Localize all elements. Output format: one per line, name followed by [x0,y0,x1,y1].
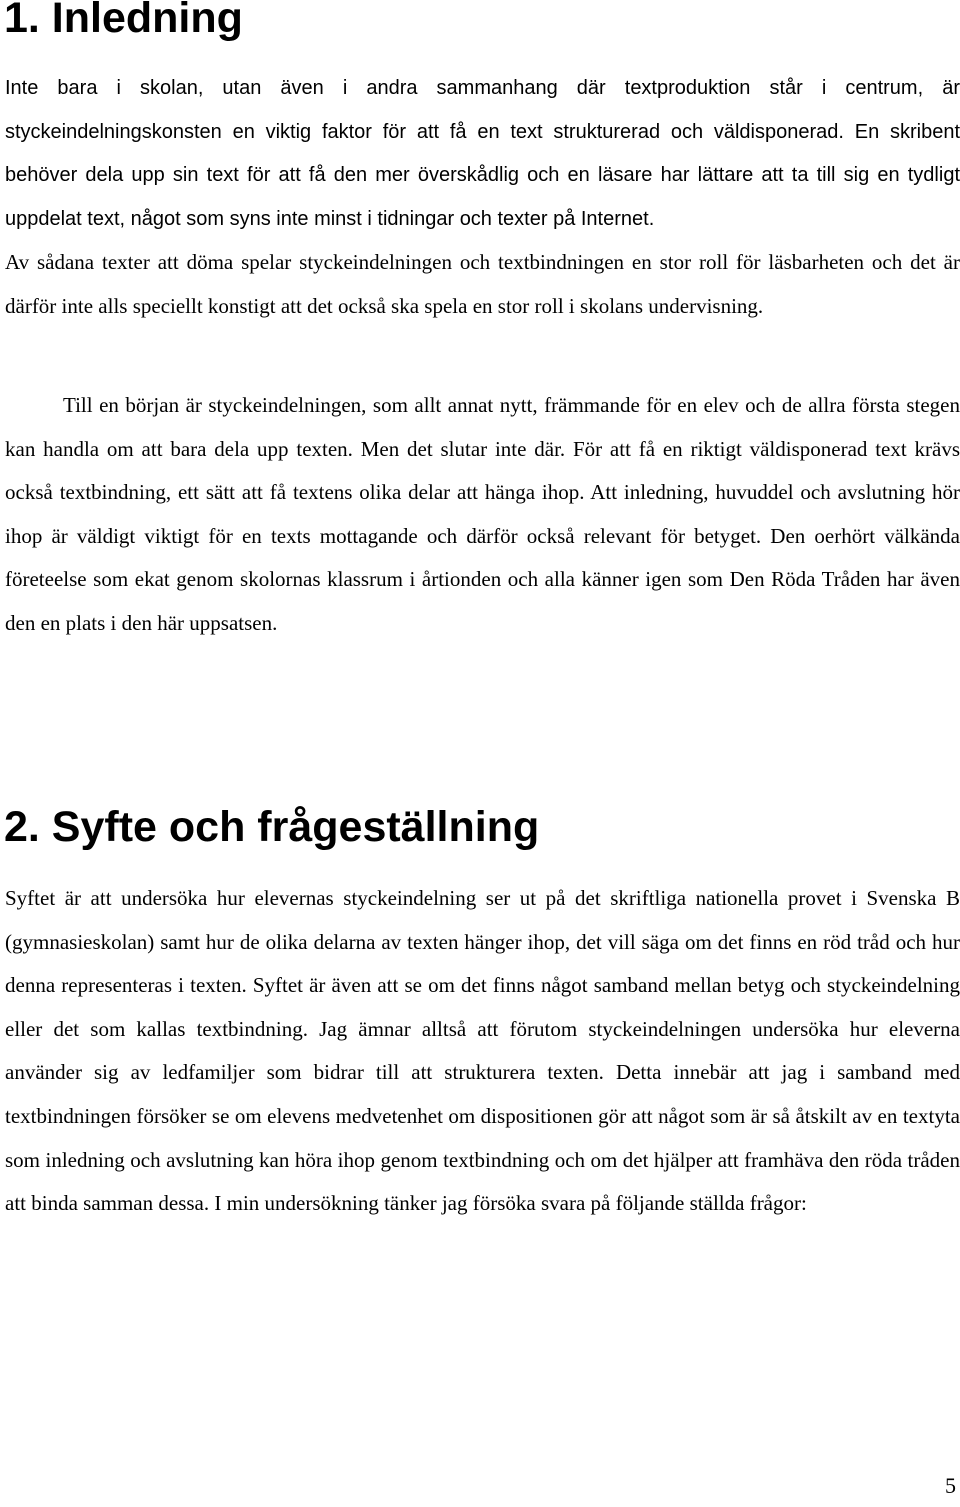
page-number: 5 [945,1473,956,1498]
section-heading-purpose: 2. Syfte och frågeställning [4,803,540,851]
introduction-paragraph-1: Inte bara i skolan, utan även i andra sammanhang där textproduktion står i centrum, är styckeindelningskonsten en viktig faktor för att få en text strukturerad och väldisponerad. En skribent behöver dela upp sin text för att få den mer överskådlig och en läsare har lättare att ta till sig en tydligt uppdelat text, något som syns inte minst i tidningar och texter på Internet. [5,77,960,230]
purpose-paragraph: Syftet är att undersöka hur elevernas styckeindelning ser ut på det skriftliga nationella provet i Svenska B (gymnasieskolan) samt hur de olika delarna av texten hänger ihop, det vill säga om det finns en röd tråd och hur denna representeras i texten. Syftet är även att se om det finns något samband mellan betyg och styckeindelning eller det som kallas textbindning. Jag ämnar alltså att förutom styckeindelningen undersöka hur eleverna använder sig av ledfamiljer som bidrar till att strukturera texten. Detta innebär att jag i samband med textbindningen försöker se om elevens medvetenhet om dispositionen gör att något som är så åtskilt av en textyta som inledning och avslutning kan höra ihop genom textbindning och om det hjälper att framhäva den röda tråden att binda samman dessa. I min undersökning tänker jag försöka svara på följande ställda frågor: [5,886,960,1216]
introduction-paragraph-1-continued: Av sådana texter att döma spelar styckeindelningen och textbindningen en stor roll för läsbarheten och det är därför inte alls speciellt konstigt att det också ska spela en stor roll i skolans undervisning. [5,250,960,318]
introduction-paragraph-2: Till en början är styckeindelningen, som allt annat nytt, främmande för en elev och de allra första stegen kan handla om att bara dela upp texten. Men det slutar inte där. För att få en riktigt väldisponerad text krävs också textbindning, ett sätt att få textens olika delar att hänga ihop. Att inledning, huvuddel och avslutning hör ihop är väldigt viktigt för en texts mottagande och därför också relevant för betyget. Den oerhört välkända företeelse som ekat genom skolornas klassrum i årtionden och alla känner igen som Den Röda Tråden har även den en plats i den här uppsatsen. [5,393,960,635]
section-heading-introduction: 1. Inledning [4,0,243,42]
